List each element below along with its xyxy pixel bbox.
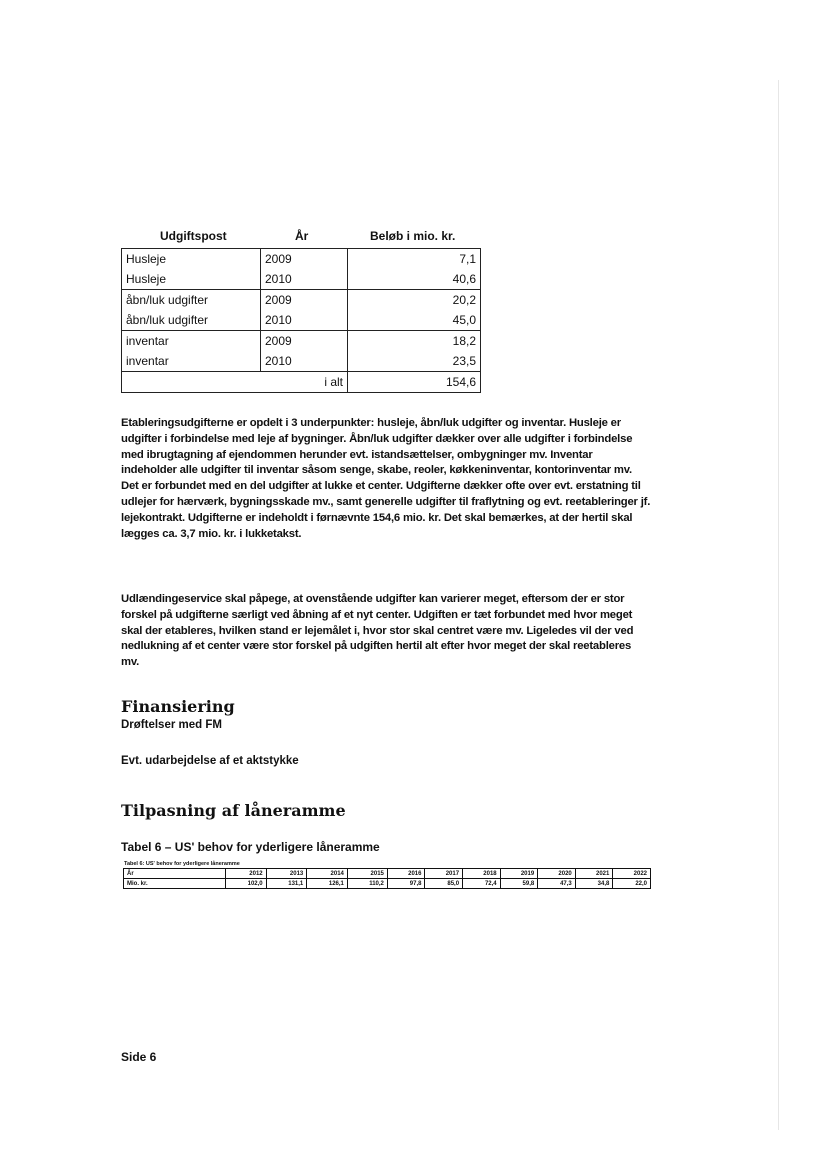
total-blank-cell: [122, 372, 261, 393]
cell-post: Husleje: [122, 249, 261, 270]
cell-year: 2010: [261, 269, 348, 290]
cell-amount: 18,2: [348, 331, 481, 352]
paragraph-udlaendingeservice: Udlændingeservice skal påpege, at ovenstående udgifter kan varierer meget, eftersom der er stor forskel på udgifterne særligt ved åbning af et nyt center. Udgiften er tæt forbundet med hvor meget skal der etableres, hvilken stand er lejemålet i, hvor stor skal centret være mv. Ligeledes vil der ved nedlukning af et center være stor forskel på udgiften hertil alt efter hvor meget der skal reetableres mv.: [121, 593, 634, 669]
cell-year: 2010: [261, 310, 348, 331]
value-cell: 85,0: [425, 879, 463, 889]
value-cell: 59,8: [500, 879, 538, 889]
table-row: [122, 290, 481, 311]
cell-amount: 23,5: [348, 351, 481, 372]
value-cell: 102,0: [226, 879, 267, 889]
year-cell: 2016: [387, 869, 425, 879]
total-label: i alt: [261, 372, 348, 393]
value-cell: 126,1: [307, 879, 348, 889]
year-cell: 2018: [463, 869, 501, 879]
year-cell: 2020: [538, 869, 576, 879]
total-value: 154,6: [348, 372, 481, 393]
value-cell: 131,1: [266, 879, 307, 889]
cell-post: inventar: [122, 331, 261, 352]
table-row: [122, 351, 481, 372]
table-small-caption: Tabel 6: US' behov for yderligere låneramme: [124, 861, 240, 867]
cell-year: 2010: [261, 351, 348, 372]
cell-year: 2009: [261, 290, 348, 311]
cell-post: inventar: [122, 351, 261, 372]
page-number: Side 6: [121, 1050, 157, 1064]
year-cell: 2021: [575, 869, 613, 879]
value-cell: 72,4: [463, 879, 501, 889]
laaneramme-table: [123, 868, 651, 889]
value-cell: 22,0: [613, 879, 651, 889]
table-row: [122, 331, 481, 352]
heading-finansiering: Finansiering: [121, 697, 235, 716]
cell-amount: 7,1: [348, 249, 481, 270]
page-edge-line: [778, 80, 779, 1130]
year-cell: 2012: [226, 869, 267, 879]
cell-year: 2009: [261, 249, 348, 270]
year-cell: 2015: [347, 869, 387, 879]
cost-table: [121, 248, 481, 393]
cell-year: 2009: [261, 331, 348, 352]
value-cell: 97,8: [387, 879, 425, 889]
table-caption: Tabel 6 – US' behov for yderligere låneramme: [121, 840, 380, 854]
value-cell: 110,2: [347, 879, 387, 889]
year-cell: 2017: [425, 869, 463, 879]
heading-tilpasning: Tilpasning af låneramme: [121, 801, 346, 820]
finansiering-line-2: Evt. udarbejdelse af et aktstykke: [121, 755, 299, 767]
table-row-values: [124, 879, 651, 889]
cell-post: åbn/luk udgifter: [122, 290, 261, 311]
paragraph-etableringsudgifter: Etableringsudgifterne er opdelt i 3 underpunkter: husleje, åbn/luk udgifter og inventar. Husleje er udgifter i forbindelse med leje af bygninger. Åbn/luk udgifter dækker over alle udgifter i forbindelse med ibrugtagning af ejendommen herunder evt. istandsættelser, ombygninger mv. Inventar indeholder alle udgifter til inventar såsom senge, skabe, reoler, køkkeninventar, kontorinventar mv. Det er forbundet med en del udgifter at lukke et center. Udgifterne dækker ofte over evt. erstatning til udlejer for hærværk, bygningsskade mv., samt generelle udgifter til fraflytning og evt. reetableringer jf. lejekontrakt. Udgifterne er indeholdt i førnævnte 154,6 mio. kr. Det skal bemærkes, at der hertil skal lægges ca. 3,7 mio. kr. i lukketakst.: [121, 417, 651, 540]
year-cell: 2019: [500, 869, 538, 879]
cell-post: Husleje: [122, 269, 261, 290]
year-cell: 2013: [266, 869, 307, 879]
cell-post: åbn/luk udgifter: [122, 310, 261, 331]
table-row: [122, 269, 481, 290]
value-cell: 47,3: [538, 879, 576, 889]
cell-amount: 45,0: [348, 310, 481, 331]
table-row: [122, 249, 481, 270]
finansiering-line-1: Drøftelser med FM: [121, 719, 222, 731]
table-total-row: [122, 372, 481, 393]
cell-amount: 20,2: [348, 290, 481, 311]
header-udgiftspost: Udgiftspost: [160, 229, 227, 243]
row-label-year: År: [124, 869, 226, 879]
value-cell: 34,8: [575, 879, 613, 889]
header-aar: År: [295, 229, 309, 243]
table-row: [122, 310, 481, 331]
table-row-years: [124, 869, 651, 879]
year-cell: 2014: [307, 869, 348, 879]
cell-amount: 40,6: [348, 269, 481, 290]
cost-table-header: [120, 229, 482, 245]
row-label-amount: Mio. kr.: [124, 879, 226, 889]
year-cell: 2022: [613, 869, 651, 879]
header-beloeb: Beløb i mio. kr.: [370, 229, 456, 243]
